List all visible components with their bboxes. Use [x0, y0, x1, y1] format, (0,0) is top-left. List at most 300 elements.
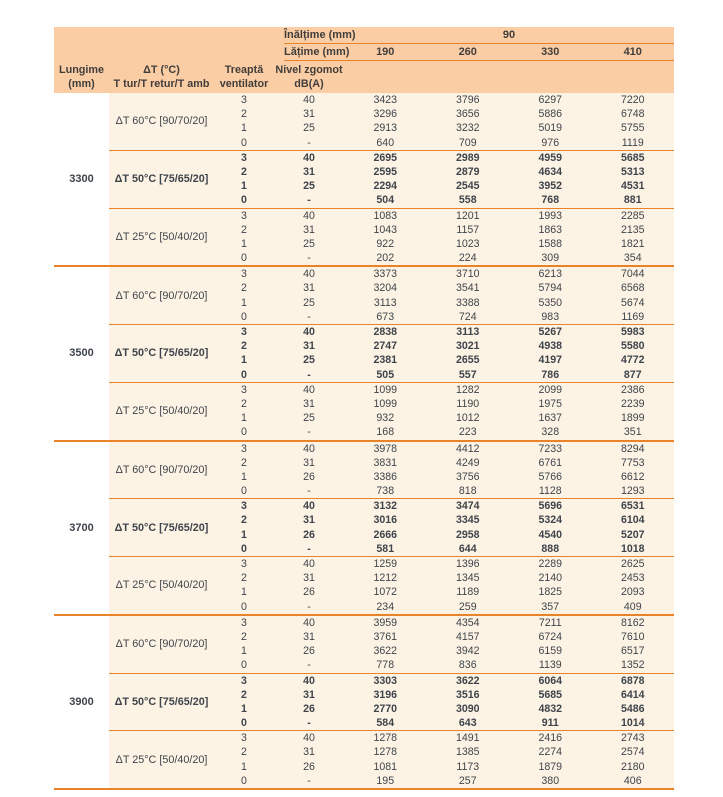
table-row	[214, 383, 674, 397]
output-value-cell: 6414	[620, 688, 645, 701]
output-value-cell: 8162	[620, 616, 645, 629]
fan-step-cell: 0	[241, 485, 247, 498]
noise-level-cell: 40	[303, 558, 315, 570]
output-value-cell: 818	[458, 485, 477, 498]
output-value-cell: 354	[623, 252, 642, 265]
output-value-cell: 2135	[620, 223, 645, 236]
output-value-cell: 2093	[620, 586, 645, 599]
table-row	[214, 165, 674, 179]
output-value-cell: 778	[376, 659, 395, 672]
output-value-cell: 357	[541, 600, 560, 613]
output-value-cell: 5267	[538, 326, 563, 338]
height-value: 90	[502, 29, 516, 41]
output-value-cell: 644	[458, 542, 477, 555]
noise-level-cell: 40	[303, 151, 315, 164]
noise-level-cell: 26	[303, 702, 315, 715]
output-value-cell: 5313	[620, 165, 645, 178]
col-header-line: T tur/T retur/T amb	[113, 78, 210, 90]
output-value-cell: 3656	[455, 108, 480, 121]
table-row	[214, 688, 674, 702]
output-value-cell: 6761	[538, 456, 563, 469]
output-value-cell: 1637	[538, 412, 563, 425]
table-row	[214, 237, 674, 251]
fan-step-cell: 1	[241, 470, 247, 483]
output-value-cell: 6748	[620, 108, 645, 121]
fan-step-cell: 0	[241, 194, 247, 207]
output-value-cell: 3232	[455, 122, 480, 135]
output-value-cell: 911	[541, 717, 559, 730]
output-value-cell: 328	[541, 426, 560, 439]
fan-step-cell: 3	[241, 442, 247, 455]
output-value-cell: 202	[376, 252, 395, 265]
table-row	[214, 557, 674, 571]
output-value-cell: 6568	[620, 282, 645, 295]
output-value-cell: 8294	[620, 442, 645, 455]
table-row	[214, 571, 674, 585]
output-value-cell: 881	[623, 194, 642, 207]
output-value-cell: 2289	[538, 558, 563, 570]
output-value-cell: 1863	[538, 223, 563, 236]
output-value-cell: 5486	[620, 702, 645, 715]
fan-step-cell: 0	[241, 136, 247, 149]
output-value-cell: 1825	[538, 586, 563, 599]
output-value-cell: 983	[541, 310, 560, 323]
noise-level-cell: -	[307, 717, 311, 730]
output-value-cell: 673	[376, 310, 395, 323]
noise-level-cell: 25	[303, 122, 315, 135]
lungime-value: 3300	[54, 93, 109, 265]
output-value-cell: 3373	[373, 268, 398, 281]
table-row	[214, 121, 674, 135]
column-headers	[54, 61, 674, 93]
fan-step-cell: 2	[241, 514, 247, 527]
output-value-cell: 7233	[538, 442, 563, 455]
output-value-cell: 5886	[538, 108, 563, 121]
output-value-cell: 3090	[455, 702, 480, 715]
width-col-330: 330	[541, 46, 560, 58]
fan-step-cell: 3	[241, 209, 247, 222]
col-header-treapta	[214, 61, 274, 93]
noise-level-cell: 26	[303, 528, 315, 541]
output-value-cell: 6064	[538, 674, 563, 687]
output-value-cell: 5580	[620, 340, 645, 353]
output-value-cell: 5696	[538, 500, 563, 513]
width-header-row	[54, 44, 674, 61]
noise-level-cell: 25	[303, 412, 315, 425]
col-header-line: ΔT (°C)	[143, 64, 180, 76]
col-header-line: Nivel zgomot	[275, 64, 343, 76]
table-row	[214, 151, 674, 165]
noise-level-cell: 40	[303, 383, 315, 396]
delta-t-section	[109, 209, 674, 266]
height-header-row	[54, 27, 674, 44]
table-header	[54, 27, 674, 93]
output-value-cell: 257	[458, 774, 477, 787]
fan-step-cell: 3	[241, 558, 247, 570]
delta-t-section	[109, 499, 674, 557]
group-body	[109, 616, 674, 788]
output-value-cell: 6878	[620, 674, 645, 687]
fan-step-cell: 2	[241, 397, 247, 410]
output-value-cell: 3345	[455, 514, 480, 527]
delta-t-section	[109, 383, 674, 440]
table-row	[214, 93, 674, 107]
table-row	[214, 470, 674, 484]
output-value-cell: 1081	[373, 760, 398, 773]
width-col-260: 260	[458, 46, 477, 58]
fan-step-cell: 3	[241, 616, 247, 629]
output-value-cell: 2239	[620, 397, 645, 410]
output-value-cell: 1278	[373, 732, 398, 745]
noise-level-cell: 25	[303, 354, 315, 367]
output-value-cell: 786	[541, 368, 560, 381]
output-value-cell: 2958	[455, 528, 480, 541]
output-value-cell: 1588	[538, 237, 563, 250]
delta-t-label: ΔT 60°C [90/70/20]	[115, 115, 208, 128]
output-value-cell: 1014	[620, 717, 645, 730]
fan-step-cell: 1	[241, 586, 247, 599]
output-value-cell: 168	[376, 426, 395, 439]
fan-step-cell: 2	[241, 108, 247, 121]
lungime-value: 3700	[54, 442, 109, 614]
output-value-cell: 4832	[538, 702, 563, 715]
output-value-cell: 2989	[455, 151, 480, 164]
table-body	[54, 93, 674, 790]
delta-t-label: ΔT 50°C [75/65/20]	[114, 173, 209, 186]
table-row	[214, 600, 674, 614]
output-value-cell: 3761	[373, 630, 398, 643]
fan-step-cell: 0	[241, 600, 247, 613]
output-value-cell: 2180	[620, 760, 645, 773]
delta-t-label: ΔT 25°C [50/40/20]	[115, 405, 208, 418]
fan-step-cell: 3	[241, 268, 247, 281]
output-value-cell: 5794	[538, 282, 563, 295]
output-value-cell: 3474	[455, 500, 480, 513]
lungime-value: 3500	[54, 267, 109, 439]
section-rows	[214, 442, 674, 499]
output-value-cell: 2140	[538, 572, 563, 585]
output-value-cell: 3516	[455, 688, 480, 701]
output-value-cell: 1189	[456, 586, 480, 599]
noise-level-cell: 31	[303, 108, 315, 121]
col-header-line: Lungime	[59, 64, 104, 76]
group-body	[109, 442, 674, 614]
output-value-cell: 223	[458, 426, 477, 439]
output-value-cell: 1043	[373, 223, 398, 236]
fan-step-cell: 2	[241, 630, 247, 643]
delta-t-label: ΔT 50°C [75/65/20]	[114, 347, 209, 360]
output-value-cell: 4938	[538, 340, 563, 353]
output-value-cell: 234	[376, 600, 395, 613]
output-value-cell: 5207	[620, 528, 645, 541]
noise-level-cell: 25	[303, 237, 315, 250]
output-value-cell: 4959	[538, 151, 563, 164]
fan-step-cell: 3	[241, 151, 247, 164]
table-row	[214, 630, 674, 644]
fan-step-cell: 2	[241, 572, 247, 585]
noise-level-cell: 40	[303, 268, 315, 281]
output-value-cell: 4412	[455, 442, 480, 455]
output-value-cell: 6724	[538, 630, 563, 643]
table-row	[214, 644, 674, 658]
noise-level-cell: -	[307, 542, 311, 555]
output-value-cell: 409	[623, 600, 642, 613]
output-value-cell: 932	[376, 412, 395, 425]
output-value-cell: 2545	[455, 180, 480, 193]
fan-step-cell: 2	[241, 340, 247, 353]
output-value-cell: 5674	[620, 296, 645, 309]
section-rows	[214, 499, 674, 556]
output-value-cell: 4634	[538, 165, 563, 178]
table-row	[214, 774, 674, 788]
fan-step-cell: 0	[241, 542, 247, 555]
delta-t-label: ΔT 60°C [90/70/20]	[115, 638, 208, 651]
delta-t-section	[109, 616, 674, 674]
fan-step-cell: 2	[241, 223, 247, 236]
table-row	[214, 716, 674, 730]
output-value-cell: 1190	[456, 397, 480, 410]
table-row	[214, 136, 674, 150]
output-value-cell: 5766	[538, 470, 563, 483]
noise-level-cell: 26	[303, 760, 315, 773]
output-value-cell: 581	[376, 542, 395, 555]
noise-level-cell: 31	[303, 572, 315, 585]
delta-t-section	[109, 151, 674, 209]
output-value-cell: 7044	[620, 268, 645, 281]
output-value-cell: 922	[376, 237, 395, 250]
table-row	[214, 411, 674, 425]
delta-t-section	[109, 674, 674, 732]
fan-step-cell: 1	[241, 122, 247, 135]
output-value-cell: 1023	[455, 237, 480, 250]
output-value-cell: 3942	[455, 645, 480, 658]
output-value-cell: 3710	[455, 268, 480, 281]
output-value-cell: 309	[541, 252, 560, 265]
section-rows	[214, 151, 674, 208]
table-row	[214, 513, 674, 527]
output-value-cell: 2381	[373, 354, 398, 367]
fan-step-cell: 0	[241, 659, 247, 672]
output-value-cell: 738	[376, 485, 395, 498]
noise-level-cell: -	[307, 485, 311, 498]
output-value-cell: 505	[376, 368, 395, 381]
table-row	[214, 296, 674, 310]
output-value-cell: 1396	[455, 558, 480, 570]
output-value-cell: 1282	[455, 383, 480, 396]
output-value-cell: 4531	[620, 180, 645, 193]
noise-level-cell: 31	[303, 630, 315, 643]
output-value-cell: 1491	[455, 732, 480, 745]
output-value-cell: 7610	[620, 630, 645, 643]
output-value-cell: 1975	[538, 397, 563, 410]
delta-t-section	[109, 267, 674, 325]
length-group	[54, 442, 674, 616]
output-value-cell: 4354	[455, 616, 480, 629]
noise-level-cell: -	[307, 194, 311, 207]
noise-level-cell: -	[307, 774, 311, 787]
delta-t-section	[109, 731, 674, 788]
width-label: Lățime (mm)	[284, 46, 350, 58]
fan-step-cell: 0	[241, 368, 247, 381]
noise-level-cell: 26	[303, 470, 315, 483]
output-value-cell: 4197	[538, 354, 563, 367]
output-value-cell: 3204	[373, 282, 398, 295]
noise-level-cell: 40	[303, 674, 315, 687]
output-value-cell: 1352	[620, 659, 645, 672]
output-value-cell: 3831	[373, 456, 398, 469]
output-value-cell: 4249	[455, 456, 480, 469]
output-value-cell: 1993	[538, 209, 563, 222]
output-value-cell: 2285	[620, 209, 645, 222]
output-value-cell: 1278	[373, 746, 398, 759]
section-rows	[214, 325, 674, 382]
output-value-cell: 3959	[373, 616, 398, 629]
lungime-value: 3900	[54, 616, 109, 788]
table-row	[214, 193, 674, 207]
output-value-cell: 877	[623, 368, 642, 381]
output-value-cell: 224	[458, 252, 477, 265]
noise-level-cell: -	[307, 252, 311, 265]
output-value-cell: 195	[376, 774, 395, 787]
fan-step-cell: 0	[241, 310, 247, 323]
noise-level-cell: 31	[303, 165, 315, 178]
output-value-cell: 836	[458, 659, 477, 672]
output-value-cell: 5685	[620, 151, 645, 164]
section-rows	[214, 267, 674, 324]
output-value-cell: 1157	[456, 223, 480, 236]
output-value-cell: 2625	[620, 558, 645, 570]
output-value-cell: 4157	[455, 630, 480, 643]
output-value-cell: 2838	[373, 326, 398, 338]
col-header-line: ventilator	[219, 78, 269, 90]
table-row	[214, 499, 674, 513]
output-value-cell: 1012	[455, 412, 480, 425]
output-value-cell: 888	[541, 542, 560, 555]
fan-step-cell: 3	[241, 732, 247, 745]
table-row	[214, 179, 674, 193]
noise-level-cell: 31	[303, 340, 315, 353]
fan-step-cell: 3	[241, 383, 247, 396]
output-value-cell: 3386	[373, 470, 398, 483]
output-value-cell: 504	[376, 194, 395, 207]
table-row	[214, 353, 674, 367]
output-value-cell: 2879	[455, 165, 480, 178]
delta-t-label: ΔT 25°C [50/40/20]	[115, 579, 208, 592]
output-value-cell: 5324	[538, 514, 563, 527]
output-value-cell: 259	[458, 600, 477, 613]
height-label: Înălțime (mm)	[284, 29, 356, 41]
output-value-cell: 2913	[373, 122, 398, 135]
table-row	[214, 209, 674, 223]
fan-step-cell: 0	[241, 717, 247, 730]
output-value-cell: 3303	[373, 674, 398, 687]
delta-t-label: ΔT 60°C [90/70/20]	[115, 463, 208, 476]
col-header-delta-t	[109, 61, 214, 93]
output-value-cell: 2595	[373, 165, 398, 178]
output-value-cell: 1083	[373, 209, 398, 222]
table-row	[214, 339, 674, 353]
fan-step-cell: 1	[241, 237, 247, 250]
col-header-lungime	[54, 61, 109, 93]
output-value-cell: 557	[458, 368, 477, 381]
output-value-cell: 2655	[455, 354, 480, 367]
table-row	[214, 484, 674, 498]
fan-step-cell: 0	[241, 252, 247, 265]
output-value-cell: 1385	[455, 746, 480, 759]
noise-level-cell: 31	[303, 456, 315, 469]
output-value-cell: 1072	[373, 586, 398, 599]
output-value-cell: 1345	[455, 572, 480, 585]
table-row	[214, 456, 674, 470]
delta-t-section	[109, 442, 674, 500]
output-value-cell: 1018	[620, 542, 645, 555]
output-value-cell: 1128	[538, 485, 562, 498]
noise-level-cell: 40	[303, 616, 315, 629]
output-value-cell: 2386	[620, 383, 645, 396]
col-header-nivel-zgomot	[274, 61, 344, 93]
table-row	[214, 528, 674, 542]
output-value-cell: 6517	[620, 645, 645, 658]
fan-step-cell: 2	[241, 165, 247, 178]
width-col-190: 190	[376, 46, 395, 58]
col-header-line: dB(A)	[294, 78, 324, 90]
section-rows	[214, 93, 674, 150]
output-value-cell: 2666	[373, 528, 398, 541]
fan-step-cell: 2	[241, 282, 247, 295]
noise-level-cell: 25	[303, 180, 315, 193]
output-value-cell: 2453	[620, 572, 645, 585]
output-value-cell: 3388	[455, 296, 480, 309]
fan-step-cell: 3	[241, 674, 247, 687]
output-value-cell: 3423	[373, 94, 398, 106]
output-value-cell: 584	[376, 717, 395, 730]
noise-level-cell: 40	[303, 732, 315, 745]
fan-step-cell: 1	[241, 180, 247, 193]
output-value-cell: 1879	[538, 760, 563, 773]
output-value-cell: 2099	[538, 383, 563, 396]
delta-t-section	[109, 325, 674, 383]
output-value-cell: 2770	[373, 702, 398, 715]
output-value-cell: 6612	[620, 470, 645, 483]
col-header-line: Treaptă	[224, 64, 264, 76]
table-row	[214, 368, 674, 382]
output-value-cell: 1139	[538, 659, 562, 672]
noise-level-cell: 31	[303, 397, 315, 410]
fan-step-cell: 3	[241, 326, 247, 338]
output-value-cell: 1201	[455, 209, 480, 222]
fan-step-cell: 3	[241, 94, 247, 106]
table-row	[214, 442, 674, 456]
output-value-cell: 6213	[538, 268, 563, 281]
output-value-cell: 3796	[455, 94, 480, 106]
output-value-cell: 3978	[373, 442, 398, 455]
noise-level-cell: -	[307, 136, 311, 149]
output-value-cell: 1173	[456, 760, 480, 773]
output-value-cell: 3132	[373, 500, 398, 513]
output-value-cell: 4772	[620, 354, 645, 367]
noise-level-cell: 31	[303, 746, 315, 759]
table-row	[214, 281, 674, 295]
output-value-cell: 7753	[620, 456, 645, 469]
output-value-cell: 2574	[620, 746, 645, 759]
spec-table	[54, 27, 674, 790]
output-value-cell: 2416	[538, 732, 563, 745]
output-value-cell: 1169	[621, 310, 645, 323]
output-value-cell: 3296	[373, 108, 398, 121]
table-row	[214, 702, 674, 716]
output-value-cell: 7220	[620, 94, 645, 106]
table-row	[214, 674, 674, 688]
